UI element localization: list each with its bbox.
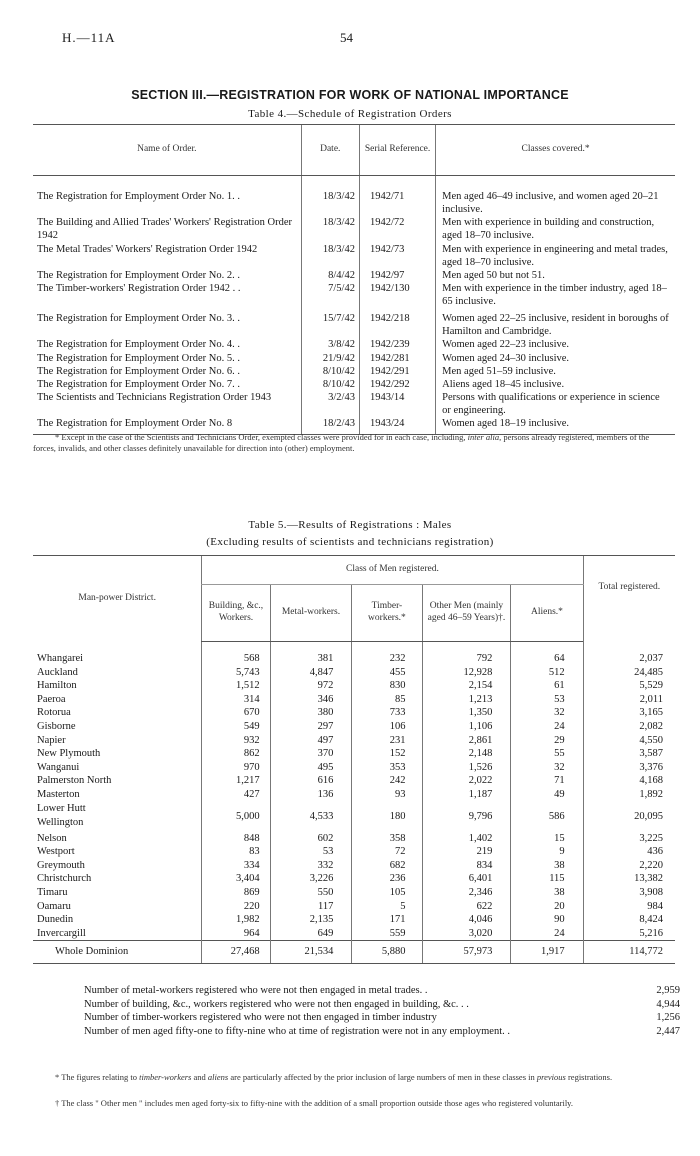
cell-value: 586 bbox=[511, 802, 583, 832]
cell-value: 869 bbox=[202, 886, 270, 900]
cell-value: 792 bbox=[422, 642, 511, 666]
order-row bbox=[33, 190, 675, 216]
cell-value: 297 bbox=[270, 720, 352, 734]
cell-value: 559 bbox=[352, 927, 422, 941]
cell-value: 1,512 bbox=[202, 679, 270, 693]
cell-value: 38 bbox=[511, 859, 583, 873]
total-value: 27,468 bbox=[202, 941, 270, 964]
cell-value: 171 bbox=[352, 913, 422, 927]
district-row bbox=[33, 747, 675, 761]
registration-orders-table bbox=[33, 124, 675, 435]
cell-value: 231 bbox=[352, 734, 422, 748]
page-number: 54 bbox=[340, 30, 353, 45]
district-row bbox=[33, 872, 675, 886]
note-row bbox=[84, 1025, 680, 1039]
order-name: The Registration for Employment Order No. 1. . bbox=[37, 191, 240, 202]
cell-value: 136 bbox=[270, 788, 352, 802]
district-row bbox=[33, 913, 675, 927]
order-row bbox=[33, 243, 675, 269]
cell-value: 5,216 bbox=[583, 927, 675, 941]
district-name: Greymouth bbox=[37, 859, 85, 871]
col-district: Man-power District. bbox=[33, 556, 202, 642]
cell-value: 106 bbox=[352, 720, 422, 734]
cell-value: 219 bbox=[422, 845, 511, 859]
order-name: The Registration for Employment Order No. 5. . bbox=[37, 352, 240, 364]
district-row bbox=[33, 666, 675, 680]
cell-value: 353 bbox=[352, 761, 422, 775]
cell-value: 180 bbox=[352, 802, 422, 832]
total-value: 57,973 bbox=[422, 941, 511, 964]
district-name: Wanganui bbox=[37, 761, 80, 773]
order-classes: Women aged 24–30 inclusive. bbox=[436, 352, 675, 365]
summary-notes bbox=[84, 984, 680, 1039]
cell-value: 9,796 bbox=[422, 802, 511, 832]
cell-value: 334 bbox=[202, 859, 270, 873]
order-date: 3/8/42 bbox=[301, 338, 359, 351]
cell-value: 6,401 bbox=[422, 872, 511, 886]
note-text: Number of metal-workers registered who were not then engaged in metal trades. . bbox=[84, 985, 428, 996]
note-text: Number of men aged fifty-one to fifty-nine who at time of registration were not in any employment. . bbox=[84, 1025, 511, 1037]
order-classes: Men with experience in building and construction, aged 18–70 inclusive. bbox=[436, 216, 675, 242]
cell-value: 5 bbox=[352, 900, 422, 914]
cell-value: 32 bbox=[511, 706, 583, 720]
district-row bbox=[33, 788, 675, 802]
cell-value: 220 bbox=[202, 900, 270, 914]
order-row bbox=[33, 312, 675, 338]
cell-value: 4,168 bbox=[583, 774, 675, 788]
cell-value: 15 bbox=[511, 832, 583, 846]
total-value: 1,917 bbox=[511, 941, 583, 964]
cell-value: 20,095 bbox=[583, 802, 675, 832]
cell-value: 3,225 bbox=[583, 832, 675, 846]
cell-value: 314 bbox=[202, 693, 270, 707]
cell-value: 12,928 bbox=[422, 666, 511, 680]
cell-value: 72 bbox=[352, 845, 422, 859]
cell-value: 3,165 bbox=[583, 706, 675, 720]
total-label: Whole Dominion bbox=[33, 941, 202, 964]
col-metal: Metal-workers. bbox=[270, 585, 352, 642]
cell-value: 358 bbox=[352, 832, 422, 846]
district-row bbox=[33, 886, 675, 900]
order-date: 8/10/42 bbox=[301, 365, 359, 378]
order-serial: 1942/292 bbox=[359, 378, 435, 391]
order-row bbox=[33, 391, 675, 417]
cell-value: 1,217 bbox=[202, 774, 270, 788]
order-date: 3/2/43 bbox=[301, 391, 359, 417]
order-serial: 1942/72 bbox=[359, 216, 435, 242]
cell-value: 32 bbox=[511, 761, 583, 775]
cell-value: 550 bbox=[270, 886, 352, 900]
order-date: 15/7/42 bbox=[301, 312, 359, 338]
cell-value: 381 bbox=[270, 642, 352, 666]
cell-value: 2,861 bbox=[422, 734, 511, 748]
cell-value: 3,020 bbox=[422, 927, 511, 941]
cell-value: 568 bbox=[202, 642, 270, 666]
total-value: 114,772 bbox=[583, 941, 675, 964]
district-name: New Plymouth bbox=[37, 748, 101, 760]
cell-value: 2,346 bbox=[422, 886, 511, 900]
district-row bbox=[33, 734, 675, 748]
cell-value: 152 bbox=[352, 747, 422, 761]
note-value: 1,256 bbox=[656, 1012, 680, 1024]
cell-value: 512 bbox=[511, 666, 583, 680]
note-text: Number of building, &c., workers registered who were not then engaged in building, &c. . . bbox=[84, 998, 469, 1010]
cell-value: 682 bbox=[352, 859, 422, 873]
district-name: Nelson bbox=[37, 832, 67, 844]
order-serial: 1942/73 bbox=[359, 243, 435, 269]
district-row bbox=[33, 859, 675, 873]
district-name: Masterton bbox=[37, 788, 80, 800]
total-row bbox=[33, 941, 675, 964]
order-serial: 1943/14 bbox=[359, 391, 435, 417]
cell-value: 3,376 bbox=[583, 761, 675, 775]
cell-value: 1,402 bbox=[422, 832, 511, 846]
district-row bbox=[33, 927, 675, 941]
order-serial: 1942/71 bbox=[359, 190, 435, 216]
district-row bbox=[33, 802, 675, 832]
cell-value: 670 bbox=[202, 706, 270, 720]
cell-value: 2,135 bbox=[270, 913, 352, 927]
order-classes: Women aged 18–19 inclusive. bbox=[436, 417, 675, 435]
order-classes: Men with experience in engineering and metal trades, aged 18–70 inclusive. bbox=[436, 243, 675, 269]
col-group-class-of-men: Class of Men registered. bbox=[202, 556, 583, 585]
note-row bbox=[84, 984, 680, 998]
district-name: Hamilton bbox=[37, 680, 77, 692]
order-classes: Men aged 46–49 inclusive, and women aged 20–21 inclusive. bbox=[436, 190, 675, 216]
cell-value: 53 bbox=[270, 845, 352, 859]
cell-value: 984 bbox=[583, 900, 675, 914]
cell-value: 232 bbox=[352, 642, 422, 666]
order-row bbox=[33, 365, 675, 378]
district-name: Oamaru bbox=[37, 900, 71, 912]
order-row bbox=[33, 352, 675, 365]
cell-value: 8,424 bbox=[583, 913, 675, 927]
cell-value: 83 bbox=[202, 845, 270, 859]
order-serial: 1943/24 bbox=[359, 417, 435, 435]
order-row bbox=[33, 269, 675, 282]
order-date: 7/5/42 bbox=[301, 282, 359, 312]
order-name: The Timber-workers' Registration Order 1942 . . bbox=[37, 282, 241, 294]
cell-value: 5,000 bbox=[202, 802, 270, 832]
cell-value: 497 bbox=[270, 734, 352, 748]
cell-value: 4,046 bbox=[422, 913, 511, 927]
cell-value: 4,550 bbox=[583, 734, 675, 748]
cell-value: 848 bbox=[202, 832, 270, 846]
col-classes-covered: Classes covered.* bbox=[436, 125, 675, 176]
cell-value: 105 bbox=[352, 886, 422, 900]
cell-value: 49 bbox=[511, 788, 583, 802]
district-name bbox=[33, 802, 202, 832]
cell-value: 115 bbox=[511, 872, 583, 886]
order-row bbox=[33, 216, 675, 242]
district-row bbox=[33, 720, 675, 734]
col-serial-reference: Serial Reference. bbox=[359, 125, 435, 176]
district-name: Rotorua bbox=[37, 707, 71, 719]
col-name-of-order: Name of Order. bbox=[33, 125, 301, 176]
order-date: 18/2/43 bbox=[301, 417, 359, 435]
order-serial: 1942/97 bbox=[359, 269, 435, 282]
cell-value: 5,743 bbox=[202, 666, 270, 680]
cell-value: 1,526 bbox=[422, 761, 511, 775]
cell-value: 346 bbox=[270, 693, 352, 707]
district-name: Invercargill bbox=[37, 927, 86, 939]
cell-value: 495 bbox=[270, 761, 352, 775]
cell-value: 2,154 bbox=[422, 679, 511, 693]
section-title: SECTION III.—REGISTRATION FOR WORK OF NATIONAL IMPORTANCE bbox=[131, 88, 569, 102]
cell-value: 549 bbox=[202, 720, 270, 734]
order-classes: Aliens aged 18–45 inclusive. bbox=[436, 378, 675, 391]
order-date: 18/3/42 bbox=[301, 216, 359, 242]
cell-value: 2,037 bbox=[583, 642, 675, 666]
col-aliens: Aliens.* bbox=[511, 585, 583, 642]
order-name: The Registration for Employment Order No. 6. . bbox=[37, 365, 240, 377]
order-classes: Women aged 22–23 inclusive. bbox=[436, 338, 675, 351]
cell-value: 93 bbox=[352, 788, 422, 802]
cell-value: 332 bbox=[270, 859, 352, 873]
cell-value: 71 bbox=[511, 774, 583, 788]
cell-value: 733 bbox=[352, 706, 422, 720]
note-value: 4,944 bbox=[656, 998, 680, 1010]
order-name: The Registration for Employment Order No. 8 bbox=[33, 417, 301, 435]
district-name: Westport bbox=[37, 846, 75, 858]
cell-value: 862 bbox=[202, 747, 270, 761]
district-name: Timaru bbox=[37, 886, 68, 898]
order-date: 8/10/42 bbox=[301, 378, 359, 391]
cell-value: 3,587 bbox=[583, 747, 675, 761]
cell-value: 932 bbox=[202, 734, 270, 748]
note-row bbox=[84, 1011, 680, 1025]
cell-value: 64 bbox=[511, 642, 583, 666]
note-text: Number of timber-workers registered who were not then engaged in timber industry bbox=[84, 1012, 437, 1024]
district-row bbox=[33, 900, 675, 914]
cell-value: 4,533 bbox=[270, 802, 352, 832]
col-timber: Timber-workers.* bbox=[352, 585, 422, 642]
cell-value: 602 bbox=[270, 832, 352, 846]
cell-value: 1,982 bbox=[202, 913, 270, 927]
note-value: 2,447 bbox=[656, 1025, 680, 1037]
order-name: The Registration for Employment Order No. 4. . bbox=[37, 339, 240, 351]
order-date: 18/3/42 bbox=[301, 190, 359, 216]
registration-results-table bbox=[33, 555, 675, 964]
cell-value: 649 bbox=[270, 927, 352, 941]
order-name: The Building and Allied Trades' Workers' Registration Order 1942 bbox=[37, 217, 293, 242]
district-name: Wellington bbox=[37, 816, 84, 828]
order-classes: Men aged 51–59 inclusive. bbox=[436, 365, 675, 378]
district-name: Napier bbox=[37, 734, 66, 746]
order-name: The Registration for Employment Order No. 7. . bbox=[37, 378, 240, 390]
order-classes: Women aged 22–25 inclusive, resident in boroughs of Hamilton and Cambridge. bbox=[436, 312, 675, 338]
table5-subcaption: (Excluding results of scientists and technicians registration) bbox=[206, 536, 494, 548]
cell-value: 2,082 bbox=[583, 720, 675, 734]
cell-value: 3,226 bbox=[270, 872, 352, 886]
cell-value: 117 bbox=[270, 900, 352, 914]
order-name: The Metal Trades' Workers' Registration Order 1942 bbox=[37, 243, 258, 255]
cell-value: 1,106 bbox=[422, 720, 511, 734]
cell-value: 972 bbox=[270, 679, 352, 693]
order-row bbox=[33, 282, 675, 312]
district-name: Auckland bbox=[37, 666, 78, 678]
note-value: 2,959 bbox=[656, 985, 680, 996]
cell-value: 55 bbox=[511, 747, 583, 761]
cell-value: 2,148 bbox=[422, 747, 511, 761]
table5-caption: Table 5.—Results of Registrations : Males bbox=[248, 519, 452, 531]
order-date: 18/3/42 bbox=[301, 243, 359, 269]
order-classes: Men aged 50 but not 51. bbox=[436, 269, 675, 282]
order-serial: 1942/281 bbox=[359, 352, 435, 365]
order-serial: 1942/291 bbox=[359, 365, 435, 378]
district-name: Lower Hutt bbox=[37, 802, 86, 814]
cell-value: 970 bbox=[202, 761, 270, 775]
document-reference: H.—11A bbox=[62, 30, 116, 45]
cell-value: 9 bbox=[511, 845, 583, 859]
cell-value: 20 bbox=[511, 900, 583, 914]
cell-value: 3,908 bbox=[583, 886, 675, 900]
order-name: The Registration for Employment Order No. 3. . bbox=[37, 313, 240, 325]
table4-footnote: * Except in the case of the Scientists and Technicians Order, exempted classes were provided for in each case, including, inter alia, persons already registered, members of the forces, invalids, and other classes definitely unavailable for direction into (other) employment. bbox=[33, 432, 650, 454]
cell-value: 1,187 bbox=[422, 788, 511, 802]
order-serial: 1942/130 bbox=[359, 282, 435, 312]
total-value: 5,880 bbox=[352, 941, 422, 964]
order-name: The Registration for Employment Order No. 2. . bbox=[37, 269, 240, 281]
cell-value: 5,529 bbox=[583, 679, 675, 693]
cell-value: 964 bbox=[202, 927, 270, 941]
district-name: Dunedin bbox=[37, 914, 74, 926]
district-row bbox=[33, 679, 675, 693]
district-name: Whangarei bbox=[37, 652, 84, 664]
cell-value: 29 bbox=[511, 734, 583, 748]
total-value: 21,534 bbox=[270, 941, 352, 964]
cell-value: 1,213 bbox=[422, 693, 511, 707]
cell-value: 242 bbox=[352, 774, 422, 788]
district-row bbox=[33, 642, 675, 666]
cell-value: 1,350 bbox=[422, 706, 511, 720]
order-row bbox=[33, 378, 675, 391]
cell-value: 24 bbox=[511, 720, 583, 734]
table4-caption: Table 4.—Schedule of Registration Orders bbox=[248, 108, 452, 120]
order-row bbox=[33, 338, 675, 351]
col-date: Date. bbox=[301, 125, 359, 176]
order-classes: Persons with qualifications or experience in science or engineering. bbox=[436, 391, 675, 417]
district-name: Paeroa bbox=[37, 693, 66, 705]
cell-value: 3,404 bbox=[202, 872, 270, 886]
cell-value: 380 bbox=[270, 706, 352, 720]
cell-value: 85 bbox=[352, 693, 422, 707]
cell-value: 427 bbox=[202, 788, 270, 802]
col-building: Building, &c., Workers. bbox=[202, 585, 270, 642]
cell-value: 53 bbox=[511, 693, 583, 707]
cell-value: 236 bbox=[352, 872, 422, 886]
order-date: 8/4/42 bbox=[301, 269, 359, 282]
district-row bbox=[33, 845, 675, 859]
cell-value: 38 bbox=[511, 886, 583, 900]
order-serial: 1942/239 bbox=[359, 338, 435, 351]
orders-body bbox=[33, 176, 675, 435]
cell-value: 834 bbox=[422, 859, 511, 873]
cell-value: 24,485 bbox=[583, 666, 675, 680]
cell-value: 24 bbox=[511, 927, 583, 941]
cell-value: 2,022 bbox=[422, 774, 511, 788]
cell-value: 455 bbox=[352, 666, 422, 680]
note-row bbox=[84, 998, 680, 1012]
cell-value: 13,382 bbox=[583, 872, 675, 886]
cell-value: 61 bbox=[511, 679, 583, 693]
cell-value: 622 bbox=[422, 900, 511, 914]
results-body bbox=[33, 642, 675, 964]
cell-value: 90 bbox=[511, 913, 583, 927]
cell-value: 4,847 bbox=[270, 666, 352, 680]
table5-footnote-dagger: † The class " Other men " includes men aged forty-six to fifty-nine with the addition of a small proportion outside those ages who registered voluntarily. bbox=[55, 1098, 574, 1108]
cell-value: 1,892 bbox=[583, 788, 675, 802]
district-name: Palmerston North bbox=[37, 775, 112, 787]
district-name: Gisborne bbox=[37, 720, 76, 732]
table5-footnote-star: * The figures relating to timber-workers and aliens are particularly affected by the prior inclusion of large numbers of men in these classes in previous registrations. bbox=[55, 1072, 613, 1082]
order-classes: Men with experience in the timber industry, aged 18–65 inclusive. bbox=[436, 282, 675, 312]
district-row bbox=[33, 693, 675, 707]
district-row bbox=[33, 761, 675, 775]
district-row bbox=[33, 774, 675, 788]
cell-value: 2,220 bbox=[583, 859, 675, 873]
cell-value: 830 bbox=[352, 679, 422, 693]
cell-value: 436 bbox=[583, 845, 675, 859]
order-name: The Scientists and Technicians Registration Order 1943 bbox=[37, 391, 272, 403]
district-row bbox=[33, 706, 675, 720]
col-total: Total registered. bbox=[583, 556, 675, 642]
order-date: 21/9/42 bbox=[301, 352, 359, 365]
order-serial: 1942/218 bbox=[359, 312, 435, 338]
cell-value: 2,011 bbox=[583, 693, 675, 707]
col-other-men: Other Men (mainly aged 46–59 Years)†. bbox=[422, 585, 511, 642]
district-row bbox=[33, 832, 675, 846]
cell-value: 616 bbox=[270, 774, 352, 788]
cell-value: 370 bbox=[270, 747, 352, 761]
district-name: Christchurch bbox=[37, 873, 92, 885]
